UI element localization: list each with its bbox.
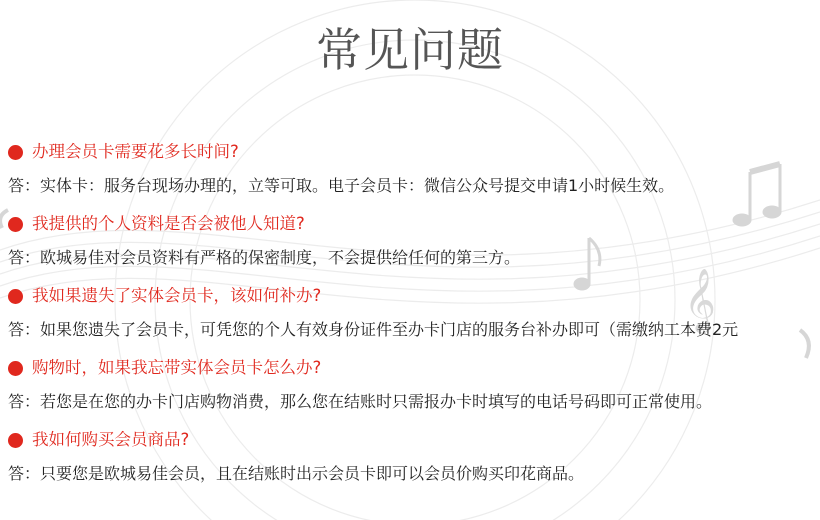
bullet-dot-icon (8, 217, 23, 232)
svg-text:𝄞: 𝄞 (684, 268, 716, 331)
faq-answer: 答：只要您是欧城易佳会员，且在结账时出示会员卡即可以会员价购买印花商品。 (8, 464, 585, 483)
page-title: 常见问题 (316, 23, 504, 77)
faq-item (8, 356, 820, 428)
faq-question-text: 办理会员卡需要花多长时间? (32, 142, 239, 161)
faq-answer: 答：欧城易佳对会员资料有严格的保密制度，不会提供给任何的第三方。 (8, 248, 521, 267)
faq-question (8, 212, 820, 236)
faq-question (8, 356, 820, 380)
faq-question-text: 我提供的个人资料是否会被他人知道? (32, 214, 305, 233)
faq-question (8, 428, 820, 452)
bullet-dot-icon (8, 289, 23, 304)
faq-answer: 答：如果您遗失了会员卡，可凭您的个人有效身份证件至办卡门店的服务台补办即可（需缴纳工本费2元 (8, 320, 739, 339)
bullet-dot-icon (8, 433, 23, 448)
faq-question (8, 140, 820, 164)
faq-item (8, 428, 820, 500)
bullet-dot-icon (8, 145, 23, 160)
faq-answer: 答：实体卡：服务台现场办理的，立等可取。电子会员卡：微信公众号提交申请1小时候生效。 (8, 176, 675, 195)
faq-question-text: 我如何购买会员商品? (32, 430, 190, 449)
faq-list (8, 140, 820, 500)
faq-question-text: 我如果遗失了实体会员卡，该如何补办? (32, 286, 322, 305)
faq-question-text: 购物时，如果我忘带实体会员卡怎么办? (32, 358, 322, 377)
faq-item (8, 284, 820, 356)
faq-item (8, 140, 820, 212)
faq-question (8, 284, 820, 308)
faq-answer: 答：若您是在您的办卡门店购物消费，那么您在结账时只需报办卡时填写的电话号码即可正常使用。 (8, 392, 713, 411)
bullet-dot-icon (8, 361, 23, 376)
faq-item (8, 212, 820, 284)
